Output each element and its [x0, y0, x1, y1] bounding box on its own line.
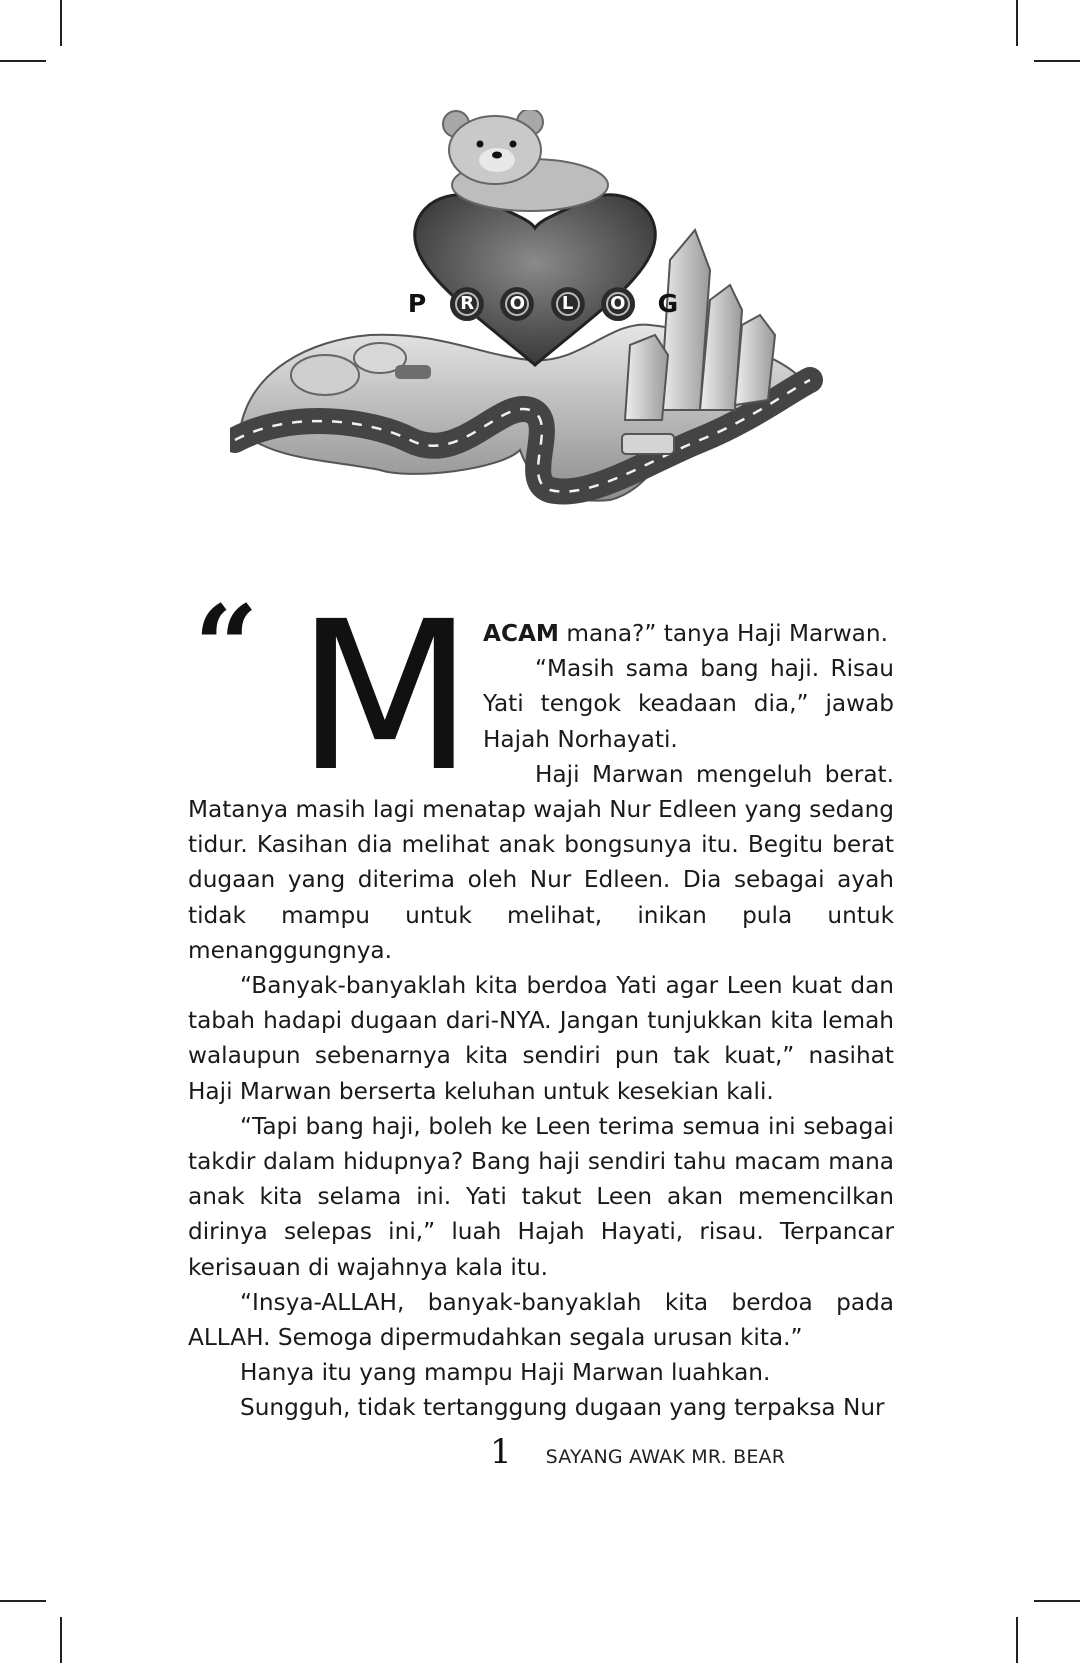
chapter-letter-4: L — [551, 287, 585, 321]
paragraph-6: “Insya-ALLAH, banyak-banyaklah kita berdoa pada ALLAH. Semoga dipermudahkan segala urusan kita.” — [188, 1288, 894, 1352]
crop-mark-top-right-h — [1034, 60, 1080, 62]
lead-word: ACAM — [483, 620, 559, 647]
bear-eye-right — [510, 141, 517, 148]
paragraph-3: Haji Marwan mengeluh berat. Matanya masih lagi menatap wajah Nur Edleen yang sedang tidur. Kasihan dia melihat anak bongsunya itu. Begitu berat dugaan yang diterima oleh Nur Edleen. Dia sebagai ayah tidak mampu untuk melihat, inikan pula untuk menanggungnya. — [188, 760, 894, 964]
drop-cap — [188, 577, 473, 817]
crop-mark-top-left-v — [60, 0, 62, 46]
bear-nose — [492, 152, 502, 159]
building-right — [735, 315, 775, 405]
chapter-letter-3: O — [500, 287, 534, 321]
crop-mark-top-right-v — [1016, 0, 1018, 46]
crop-mark-bottom-left-h — [0, 1600, 46, 1602]
drop-cap-quote: “ — [194, 582, 253, 713]
page-number: 1 — [490, 1432, 512, 1472]
body-text — [188, 577, 894, 1426]
paragraph-8: Sungguh, tidak tertanggung dugaan yang terpaksa Nur — [240, 1394, 885, 1422]
chapter-letter-2: R — [450, 287, 484, 321]
paragraph-5: “Tapi bang haji, boleh ke Leen terima semua ini sebagai takdir dalam hidupnya? Bang haji sendiri tahu macam mana anak kita selama ini. Yati takut Leen akan memencilkan dirinya selepas ini,” luah Hajah Hayati, risau. Terpancar kerisauan di wajahnya kala itu. — [188, 1112, 894, 1281]
chapter-title — [400, 286, 685, 322]
bear-eye-left — [477, 141, 484, 148]
bus — [622, 434, 674, 454]
crop-mark-bottom-left-v — [60, 1617, 62, 1663]
car — [395, 365, 431, 379]
page-footer — [490, 1432, 785, 1472]
chapter-letter-1: P — [407, 289, 427, 318]
chapter-letter-5: O — [601, 287, 635, 321]
paragraph-7: Hanya itu yang mampu Haji Marwan luahkan. — [240, 1359, 771, 1387]
crop-mark-bottom-right-v — [1016, 1617, 1018, 1663]
paragraph-2: “Masih sama bang haji. Risau Yati tengok keadaan dia,” jawab Hajah Norhayati. — [483, 655, 894, 753]
book-title: SAYANG AWAK MR. BEAR — [545, 1446, 786, 1468]
drop-cap-letter: M — [296, 577, 470, 817]
crop-mark-top-left-h — [0, 60, 46, 62]
shell-left — [291, 355, 359, 395]
building-short — [625, 335, 668, 420]
paragraph-1-rest: mana?” tanya Haji Marwan. — [558, 620, 888, 647]
paragraph-4: “Banyak-banyaklah kita berdoa Yati agar Leen kuat dan tabah hadapi dugaan dari-NYA. Jangan tunjukkan kita lemah walaupun sebenarnya kita sendiri pun tak kuat,” nasihat Haji Marwan berserta keluhan untuk kesekian kali. — [188, 972, 894, 1105]
crop-mark-bottom-right-h — [1034, 1600, 1080, 1602]
chapter-letter-6: G — [657, 289, 679, 318]
